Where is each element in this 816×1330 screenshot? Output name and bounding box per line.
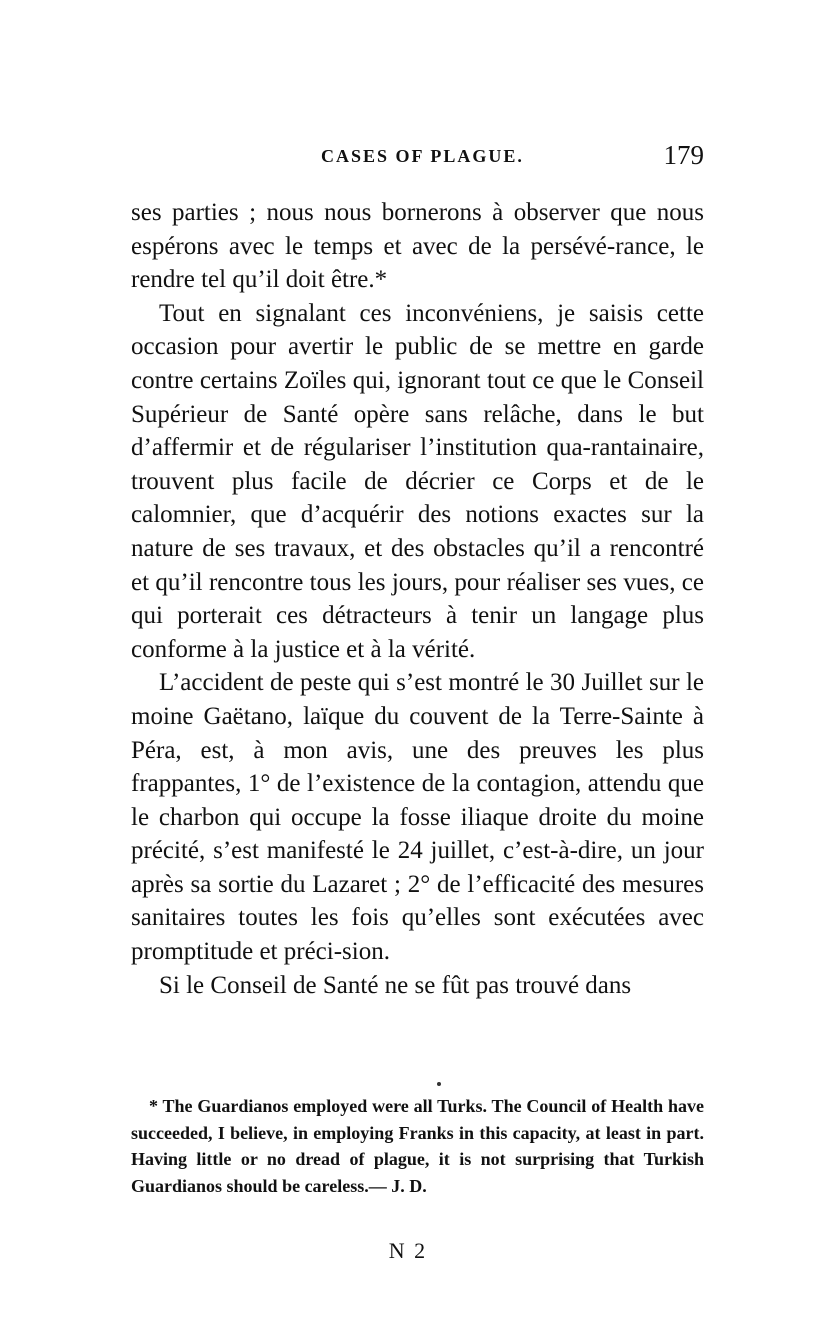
paragraph-2: Tout en signalant ces inconvéniens, je saisis cette occasion pour avertir le public de se mettre en garde contre certains Zoïles qui, ignorant tout ce que le Conseil Supérieur de Santé opère sans relâche, dans le but d’affermir et de régulariser l’institution qua-rantainaire, trouvent plus facile de décrier ce Corps et de le calomnier, que d’acquérir des notions exactes sur la nature de ses travaux, et des obstacles qu’il a rencontré et qu’il rencontre tous les jours, pour réaliser ses vues, ce qui porterait ces détracteurs à tenir un langage plus conforme à la justice et à la vérité. — [131, 299, 704, 663]
running-head — [131, 140, 704, 176]
ink-speck — [437, 1082, 441, 1086]
paragraph-1: ses parties ; nous nous bornerons à observer que nous espérons avec le temps et avec de la persévé-rance, le rendre tel qu’il doit être.* — [131, 199, 704, 294]
running-title: CASES OF PLAGUE. — [321, 146, 524, 166]
paragraph-3: L’accident de peste qui s’est montré le 30 Juillet sur le moine Gaëtano, laïque du couvent de la Terre-Sainte à Péra, est, à mon avis, une des preuves les plus frappantes, 1° de l’existence de la contagion, attendu que le charbon qui occupe la fosse iliaque droite du moine précité, s’est manifesté le 24 juillet, c’est-à-dire, un jour après sa sortie du Lazaret ; 2° de l’efficacité des mesures sanitaires toutes les fois qu’elles sont exécutées avec promptitude et préci-sion. — [131, 669, 704, 966]
page-number: 179 — [663, 140, 704, 170]
signature-mark: N 2 — [388, 1238, 428, 1263]
paragraph-4: Si le Conseil de Santé ne se fût pas trouvé dans — [159, 971, 632, 999]
body-text — [131, 196, 704, 1002]
footnote: * The Guardianos employed were all Turks. The Council of Health have succeeded, I believe, in employing Franks in this capacity, at least in part. Having little or no dread of plague, it is not surprising that Turkish Guardianos should be careless.— J. D. — [131, 1096, 704, 1196]
